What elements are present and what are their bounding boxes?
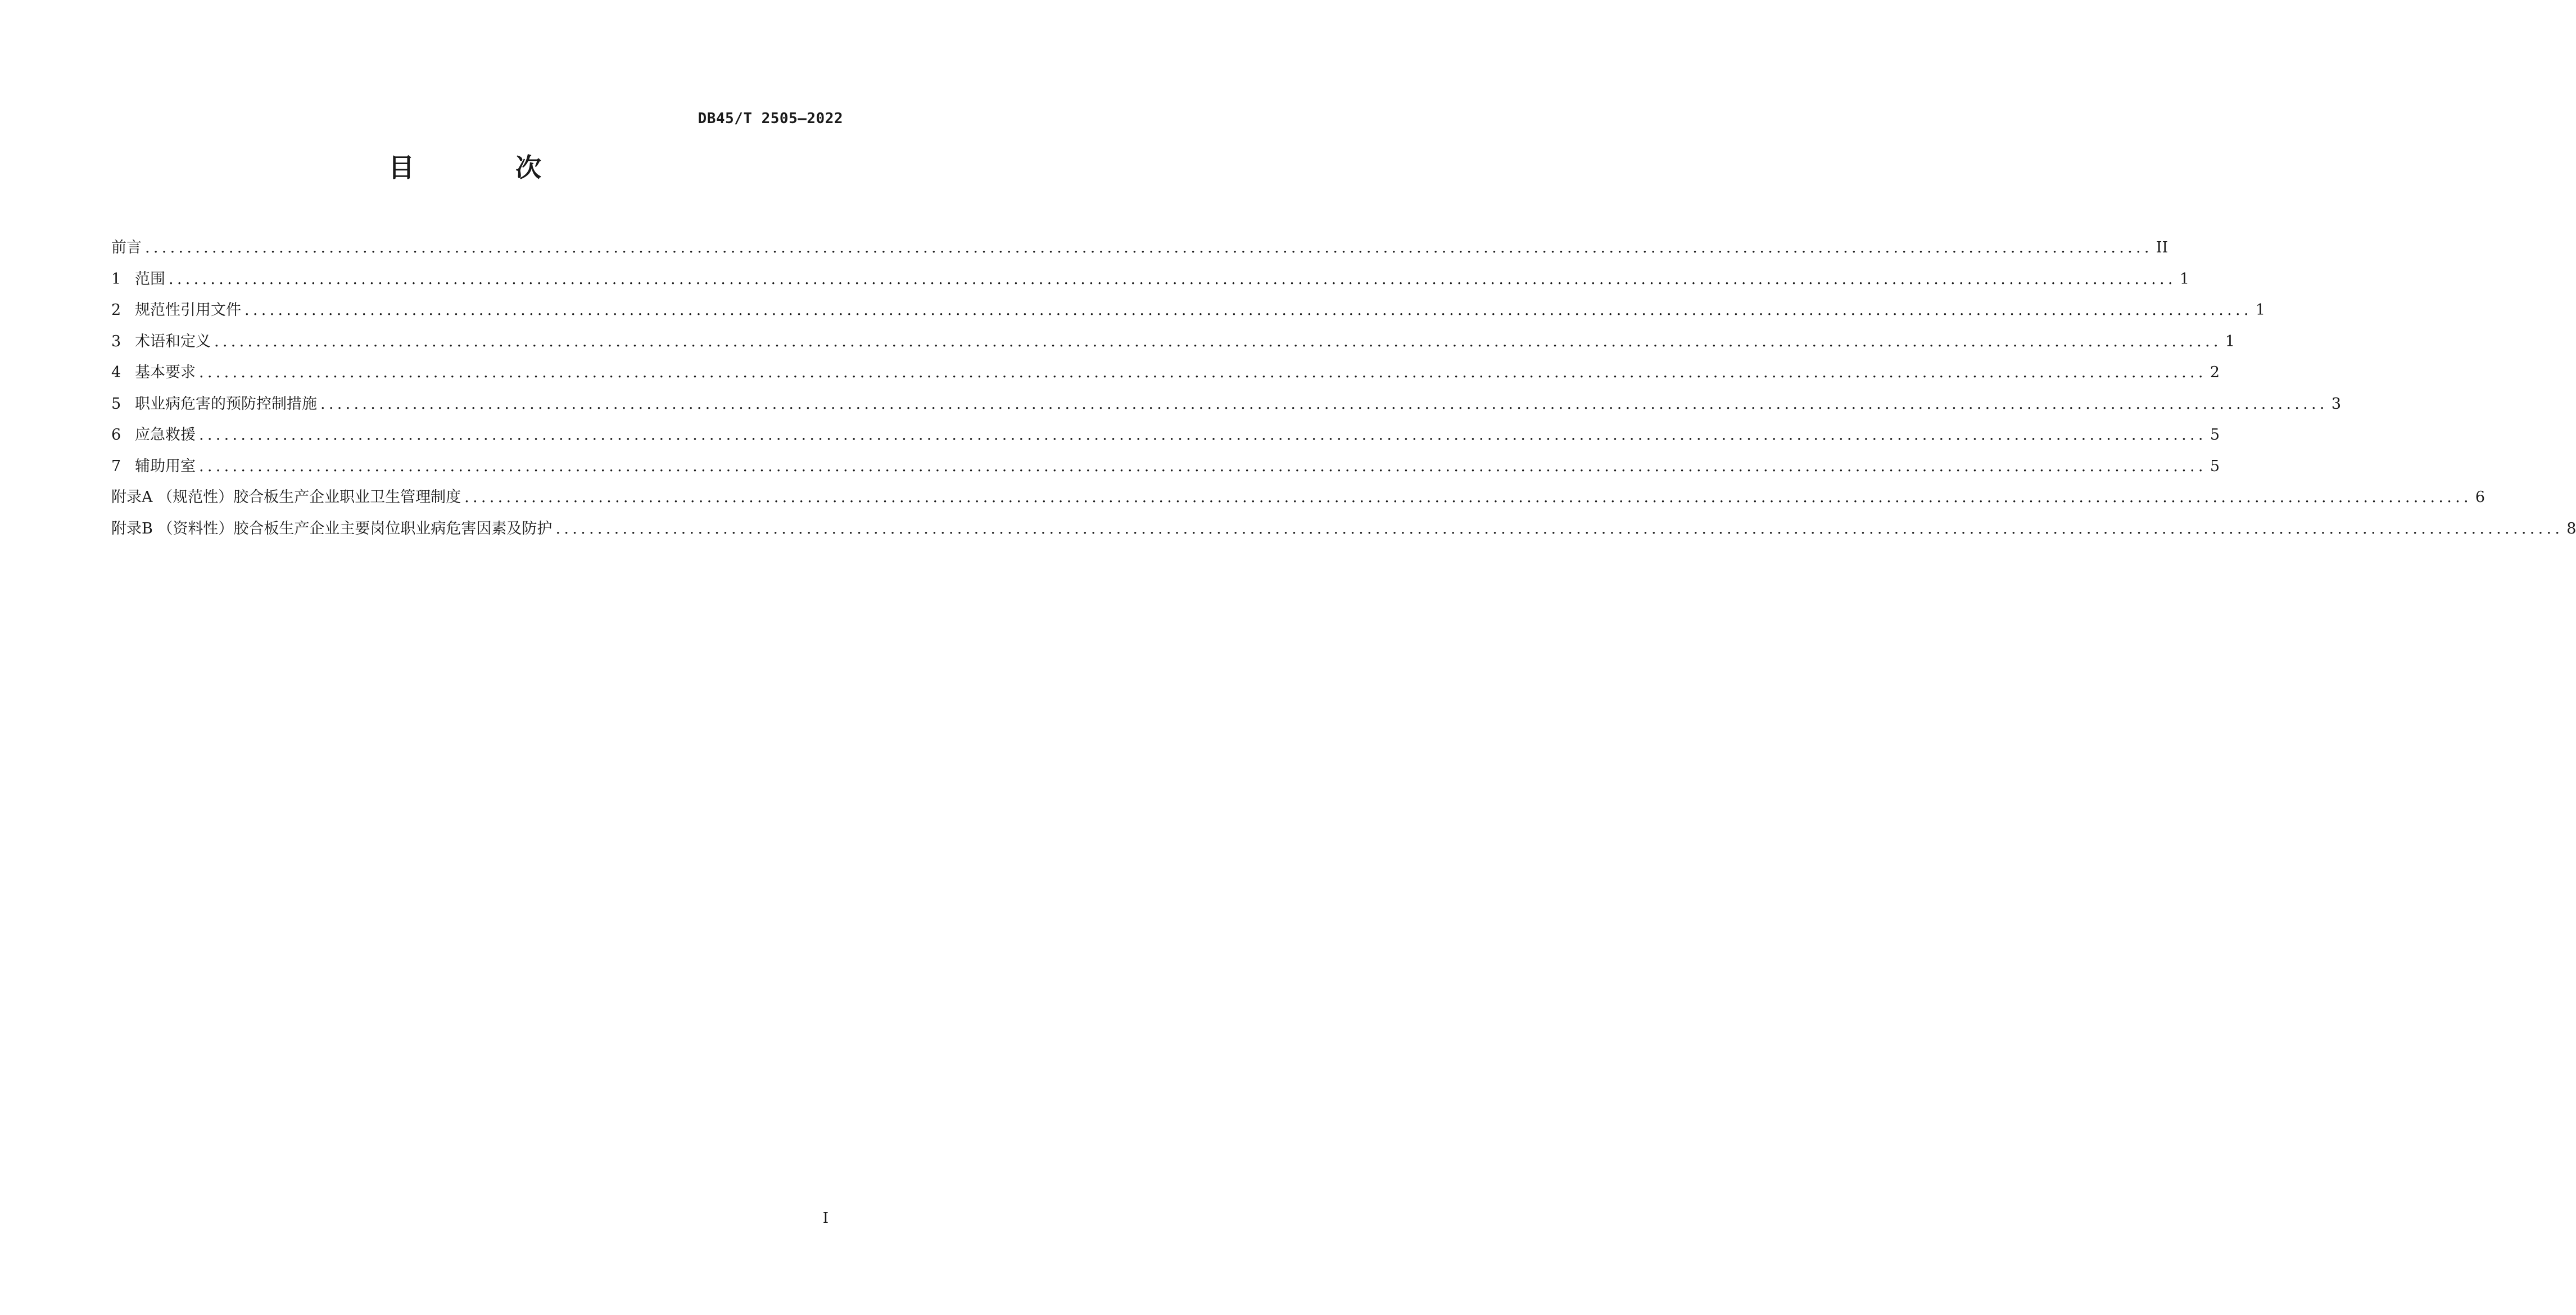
toc-entry-prevention-control[interactable] — [111, 391, 2341, 423]
toc-entry-label: 规范性引用文件 — [135, 301, 241, 319]
toc-entry-number: 5 — [111, 395, 121, 413]
toc-dot-leader: ................................................................................................................................................................................................................................................ — [555, 519, 2564, 537]
toc-entry-scope[interactable] — [111, 266, 2189, 298]
toc-entry-label: 基本要求 — [135, 364, 196, 381]
toc-entry-page: 6 — [2475, 489, 2486, 506]
toc-entry-number: 4 — [111, 364, 121, 381]
toc-entry-page: II — [2156, 239, 2168, 256]
toc-entry-basic-requirements[interactable] — [111, 360, 2220, 391]
toc-entry-emergency-rescue[interactable] — [111, 422, 2220, 454]
toc-entry-label: 前言 — [111, 239, 142, 256]
toc-entry-normative-references[interactable] — [111, 297, 2265, 329]
toc-entry-page: 5 — [2210, 457, 2220, 475]
toc-entry-label: 应急救援 — [135, 426, 196, 444]
page-number: I — [822, 1210, 829, 1227]
toc-entry-number: 6 — [111, 426, 121, 444]
toc-entry-page: 1 — [2225, 332, 2235, 350]
table-of-contents — [111, 235, 2576, 547]
toc-dot-leader: ................................................................................................................................................................................................................................................ — [320, 395, 2328, 413]
toc-entry-page: 5 — [2210, 426, 2220, 444]
toc-entry-label: 范围 — [135, 270, 165, 288]
toc-entry-page: 3 — [2331, 395, 2341, 413]
toc-entry-auxiliary-rooms[interactable] — [111, 454, 2220, 485]
toc-dot-leader: ................................................................................................................................................................................................................................................ — [214, 332, 2222, 350]
toc-entry-page: 1 — [2179, 270, 2189, 288]
toc-entry-number: 3 — [111, 332, 121, 350]
toc-entry-page: 8 — [2566, 519, 2576, 537]
toc-entry-label: 辅助用室 — [135, 457, 196, 475]
toc-entry-page: 2 — [2210, 364, 2220, 381]
toc-entry-number: 2 — [111, 301, 121, 319]
toc-entry-label: 职业病危害的预防控制措施 — [135, 395, 317, 413]
toc-entry-terms-definitions[interactable] — [111, 329, 2235, 360]
toc-dot-leader: ................................................................................................................................................................................................................................................ — [199, 364, 2207, 381]
toc-entry-appendix-b[interactable] — [111, 516, 2576, 548]
toc-dot-leader: ................................................................................................................................................................................................................................................ — [199, 457, 2207, 475]
toc-entry-label: 附录A （规范性）胶合板生产企业职业卫生管理制度 — [111, 489, 461, 506]
toc-title: 目 次 — [388, 152, 587, 183]
toc-dot-leader: ................................................................................................................................................................................................................................................ — [464, 489, 2472, 506]
toc-entry-page: 1 — [2255, 301, 2265, 319]
toc-entry-number: 1 — [111, 270, 121, 288]
toc-entry-label: 附录B （资料性）胶合板生产企业主要岗位职业病危害因素及防护 — [111, 519, 553, 537]
toc-dot-leader: ................................................................................................................................................................................................................................................ — [199, 426, 2207, 444]
toc-dot-leader: ................................................................................................................................................................................................................................................ — [169, 270, 2176, 288]
toc-dot-leader: ................................................................................................................................................................................................................................................ — [145, 239, 2153, 256]
toc-dot-leader: ................................................................................................................................................................................................................................................ — [245, 301, 2252, 319]
document-code: DB45/T 2505—2022 — [698, 110, 843, 127]
toc-entry-number: 7 — [111, 457, 121, 475]
toc-entry-appendix-a[interactable] — [111, 485, 2486, 516]
toc-entry-label: 术语和定义 — [135, 332, 211, 350]
toc-entry-foreword[interactable] — [111, 235, 2168, 266]
